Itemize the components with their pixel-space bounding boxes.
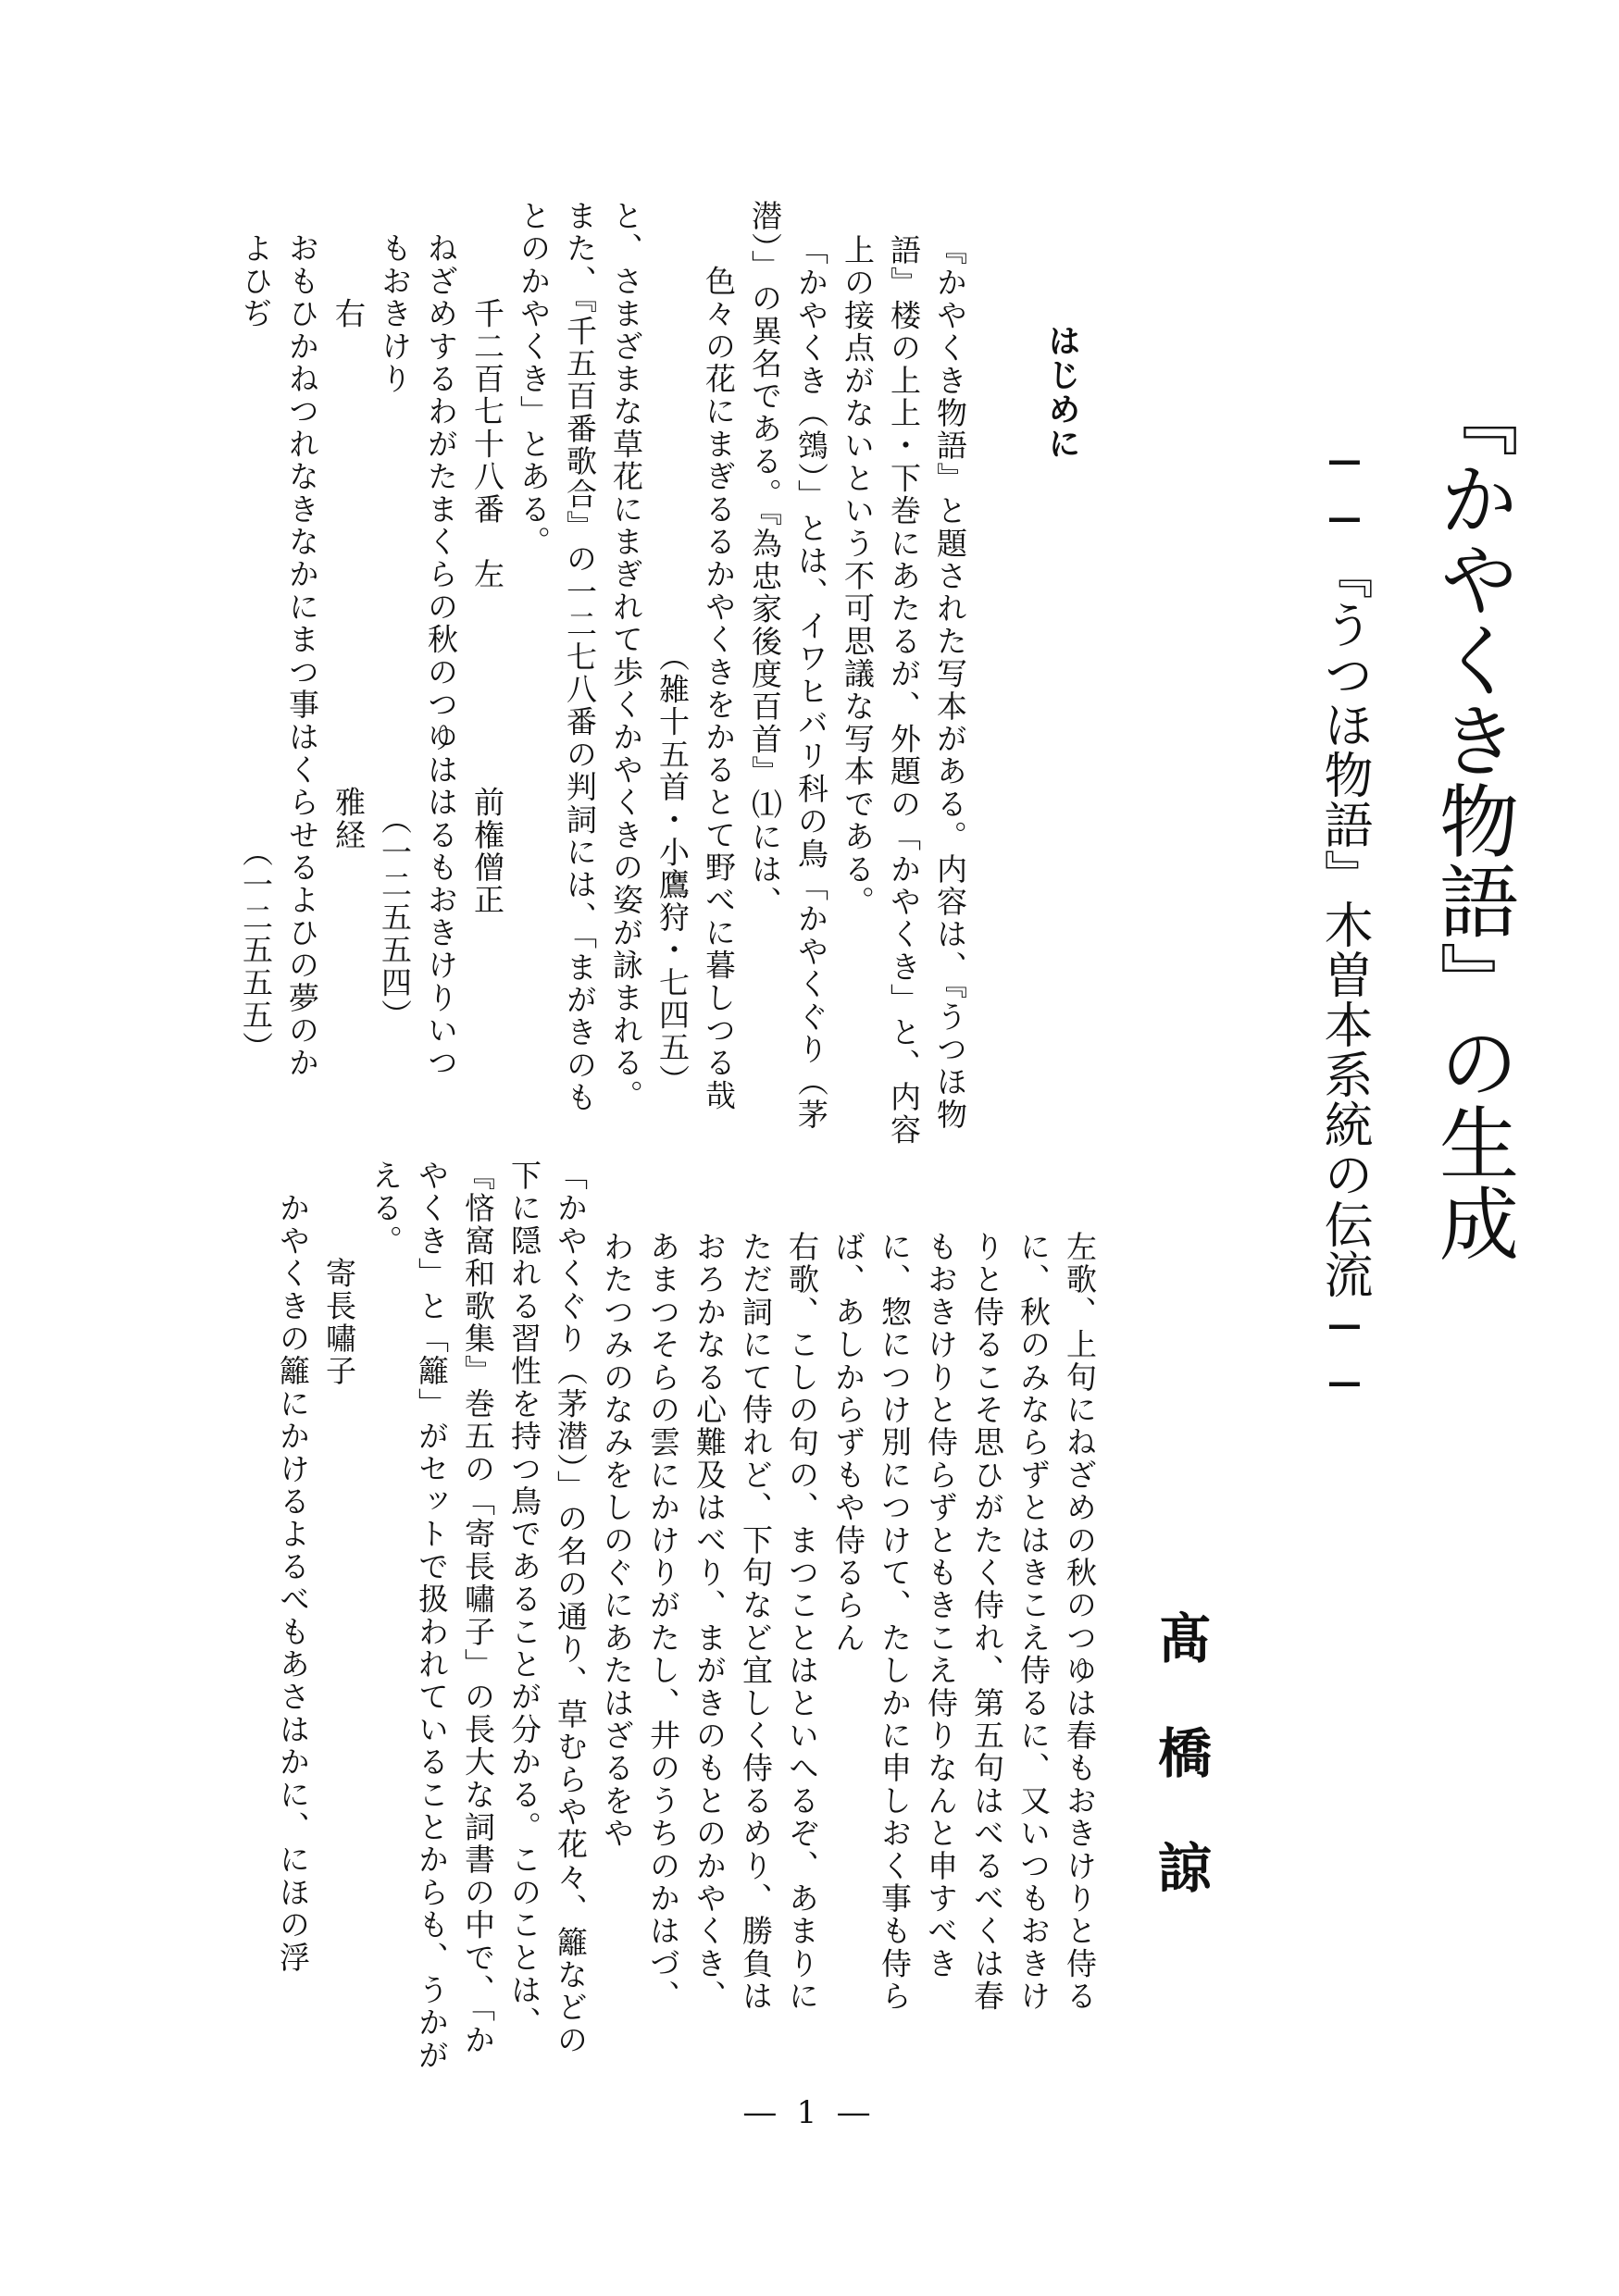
lower-column-14: 『悋窩和歌集』巻五の「寄長嘯子」の長大な詞書の中で、「か	[460, 1160, 496, 2057]
lower-column-16: える。	[367, 1160, 404, 1258]
lower-column-10: あまつそらの雲にかけりがたし、井のうちのかはづ、	[645, 1231, 681, 2013]
upper-column-7: （雑十五首・小鷹狩・七四五）	[654, 200, 691, 1098]
main-title: 『かやくき物語』の生成	[1426, 378, 1518, 1263]
lower-column-5: に、惣につけ別につけて、たしかに申しおく事も侍ら	[877, 1231, 913, 2013]
upper-column-9: また、『千五百番歌合』の一二七八番の判詞には、「まがきのも	[562, 200, 598, 1114]
lower-column-15: やくき」と「籬」がセットで扱われていることからも、うかが	[414, 1160, 450, 2072]
upper-column-15: おもひかねつれなきなかにまつ事はくらせるよひの夢のか	[284, 200, 320, 1080]
lower-column-6: ば、あしからずもや侍るらん	[830, 1231, 866, 1655]
lower-column-11: わたつみのなみをしのぐにあたはざるをや	[599, 1231, 635, 1850]
upper-column-1: 『かやくき物語』と題された写本がある。内容は、『うつほ物	[932, 234, 968, 1132]
upper-column-8: と、さまざまな草花にまぎれて歩くかやくきの姿が詠まれる。	[608, 200, 644, 1112]
upper-column-12: ねざめするわがたまくらの秋のつゆははるもおきけりいつ	[423, 200, 459, 1080]
upper-column-4: 「かやくき（鵼）」とは、イワヒバリ科の鳥「かやくぐり（茅	[793, 234, 829, 1132]
upper-column-3: 上の接点がないという不可思議な写本である。	[840, 234, 876, 919]
author-name: 髙橋諒	[1149, 1610, 1212, 1955]
upper-column-11: 千二百七十八番 左 前権僧正	[469, 200, 505, 917]
lower-column-8: ただ詞にて侍れど、下句など宜しく侍るめり、勝負は	[738, 1231, 774, 2013]
lower-column-4: もおきけりと侍らずともきこえ侍りなんと申すべき	[923, 1231, 959, 1980]
upper-column-14: 右 雅経	[330, 200, 367, 851]
lower-column-3: りと侍るこそ思ひがたく侍れ、第五句はべるべくは春	[969, 1231, 1005, 2013]
lower-column-2: に、秋のみならずとはきこえ侍るに、又いつもおきけ	[1015, 1231, 1052, 2013]
subtitle: ──『うつほ物語』木曽本系統の伝流──	[1316, 435, 1373, 1414]
lower-column-9: おろかなる心難及はべり、まがきのもとのかやくき、	[691, 1231, 728, 2013]
upper-column-5: 潜）」の異名である。『為忠家後度百首』⑴には、	[747, 200, 783, 919]
lower-column-17: 寄長嘯子	[321, 1160, 357, 1388]
lower-column-18: かやくきの籬にかけるよるべもあさはかに、にほの浮	[275, 1160, 311, 1974]
upper-column-16: よひぢ （一二五五五）	[238, 200, 274, 1064]
upper-column-10: とのかやくき」とある。	[516, 200, 552, 559]
lower-column-12: 「かやくぐり（茅潜）」の名の通り、草むらや花々、籬などの	[553, 1160, 589, 2057]
lower-column-1: 左歌、上句にねざめの秋のつゆは春もおきけりと侍る	[1062, 1231, 1098, 2013]
upper-column-13: もおきけり （一二五五四）	[377, 200, 413, 1032]
upper-column-2: 語』楼の上上・下巻にあたるが、外題の「かやくき」と、内容	[886, 234, 922, 1147]
lower-column-13: 下に隠れる習性を持つ鳥であることが分かる。このことは、	[506, 1160, 542, 2040]
page-number: ― 1 ―	[743, 2094, 876, 2131]
lower-column-7: 右歌、こしの句の、まつことはといへるぞ、あまりに	[784, 1231, 820, 2013]
section-heading: はじめに	[1043, 324, 1080, 461]
upper-column-6: 色々の花にまぎるるかやくきをかるとて野べに暮しつる哉	[701, 200, 737, 1112]
